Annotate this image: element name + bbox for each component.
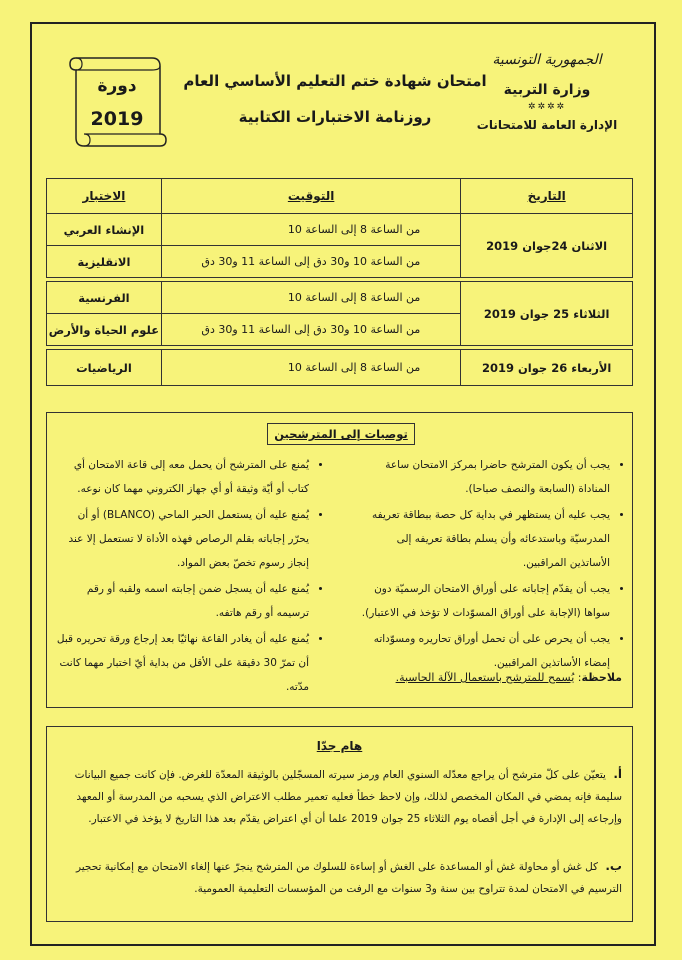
stars-ornament: ✲✲✲✲	[527, 102, 567, 112]
exam-schedule-table	[46, 178, 633, 386]
date-column-header: التاريخ	[461, 179, 633, 214]
exam-time: من الساعة 10 و30 دق إلى الساعة 11 و30 دق	[161, 246, 460, 278]
important-box	[46, 726, 633, 922]
scroll-icon	[62, 46, 172, 156]
exam-column-header: الاختبار	[47, 179, 162, 214]
item-text: كل غش أو محاولة غش أو المساعدة على الغش أو إساءة للسلوك من المترشح ينجرّ عنها إلغاء الامتحان مع إمكانية تحجير الترسيم في الامتحان لمدة تتراوح بين سنة و3 سنوات مع الرفت من المؤسسات التعليمية العمومية.	[75, 861, 622, 895]
session-year: 2019	[90, 108, 144, 130]
exam-date: الاثنان 24جوان 2019	[461, 214, 633, 278]
list-item: • يجب عليه أن يستظهر في بداية كل حصة ببطاقة تعريفه المدرسيّة وباستدعائه وأن يسلم بطاقة تعريفه إلى الأساتذين المراقبين.	[354, 503, 610, 575]
session-scroll-badge	[62, 46, 172, 156]
note-label: ملاحظة	[581, 671, 622, 684]
item-text: يتعيّن على كلّ مترشح أن يراجع معدّله السنوي العام ورمز سيرته المسجّلين بالوثيقة المعدّة للغرض. فإن كانت جميع البيانات سليمة فإنه يمضي في المكان المخصص لذلك، وإن لاحظ خطأ فعليه تعمير مطلب الاعتراض الذي يسحبه من المدرسة أو المعهد وإرجاعه إلى الإدارة في أجل أقصاه يوم الثلاثاء 25 جوان 2019 علما أن أي اعتراض يقدّم بعد هذا التاريخ لا يؤخذ في الاعتبار.	[74, 769, 622, 825]
calendar-title: روزنامة الاختبارات الكتابية	[238, 108, 432, 126]
table-row	[47, 214, 633, 246]
prohibitions-column	[55, 453, 323, 701]
exam-subject: الانقليزية	[47, 246, 162, 278]
recommendations-title: توصيات إلى المترشحين	[267, 423, 415, 445]
list-item: • يُمنع عليه أن يغادر القاعة نهائيّا بعد إرجاع ورقة تحريره قبل أن تمرّ 30 دقيقة على الأقل من بداية أيّ اختبار مهما كانت مدّته.	[55, 627, 309, 699]
exam-subject: الرياضيات	[47, 350, 162, 386]
item-marker: ب.	[605, 859, 622, 873]
ministry-name: وزارة التربية	[503, 82, 591, 98]
exam-subject: الفرنسية	[47, 282, 162, 314]
directorate-name: الإدارة العامة للامتحانات	[476, 118, 618, 132]
table-row	[47, 350, 633, 386]
calculator-note: ملاحظة: يُسمح للمترشح باستعمال الآلة الحاسبة.	[395, 671, 622, 684]
list-item: • يُمنع على المترشح أن يحمل معه إلى قاعة الامتحان أي كتاب أو أيّة وثيقة أو أي جهاز الكتروني مهما كان نوعه.	[55, 453, 309, 501]
table-row	[47, 282, 633, 314]
important-item	[56, 763, 622, 830]
list-item: • يُمنع عليه أن يسجل ضمن إجابته اسمه ولقبه أو رقم ترسيمه أو رقم هاتفه.	[55, 577, 309, 625]
list-item: • يجب أن يحرص على أن تحمل أوراق تحاريره ومسوّداته إمضاء الأساتذين المراقبين.	[354, 627, 610, 675]
important-item	[56, 855, 622, 900]
exam-date: الأربعاء 26 جوان 2019	[461, 350, 633, 386]
exam-time: من الساعة 8 إلى الساعة 10	[161, 214, 460, 246]
exam-time: من الساعة 8 إلى الساعة 10	[161, 282, 460, 314]
table-header-row	[47, 179, 633, 214]
obligations-column	[354, 453, 624, 677]
exam-date: الثلاثاء 25 جوان 2019	[461, 282, 633, 346]
recommendations-box	[46, 412, 633, 708]
important-title: هام جدّا	[316, 739, 363, 753]
exam-time: من الساعة 10 و30 دق إلى الساعة 11 و30 دق	[161, 314, 460, 346]
session-label: دورة	[97, 76, 137, 96]
note-text: يُسمح للمترشح باستعمال الآلة الحاسبة.	[395, 671, 575, 684]
list-item: • يُمنع عليه أن يستعمل الحبر الماحي (BLANCO) أو أن يحرّر إجاباته بقلم الرصاص فهذه الأداة لا تستعمل إلا عند إنجاز رسوم تخصّ بعض المواد.	[55, 503, 309, 575]
item-marker: أ.	[613, 767, 622, 781]
document-title	[170, 72, 500, 126]
time-column-header: التوقيت	[161, 179, 460, 214]
republic-name: الجمهورية التونسية	[492, 52, 602, 68]
exam-subject: الإنشاء العربي	[47, 214, 162, 246]
list-item: • يجب أن يكون المترشح حاضرا بمركز الامتحان ساعة المناداة (السابعة والنصف صباحا).	[354, 453, 610, 501]
exam-subject: علوم الحياة والأرض	[47, 314, 162, 346]
list-item: • يجب أن يقدّم إجاباته على أوراق الامتحان الرسميّة دون سواها (الإجابة على أوراق المسوّدات لا تؤخذ في الاعتبار).	[354, 577, 610, 625]
exam-time: من الساعة 8 إلى الساعة 10	[161, 350, 460, 386]
exam-title: امتحان شهادة ختم التعليم الأساسي العام	[183, 72, 487, 90]
